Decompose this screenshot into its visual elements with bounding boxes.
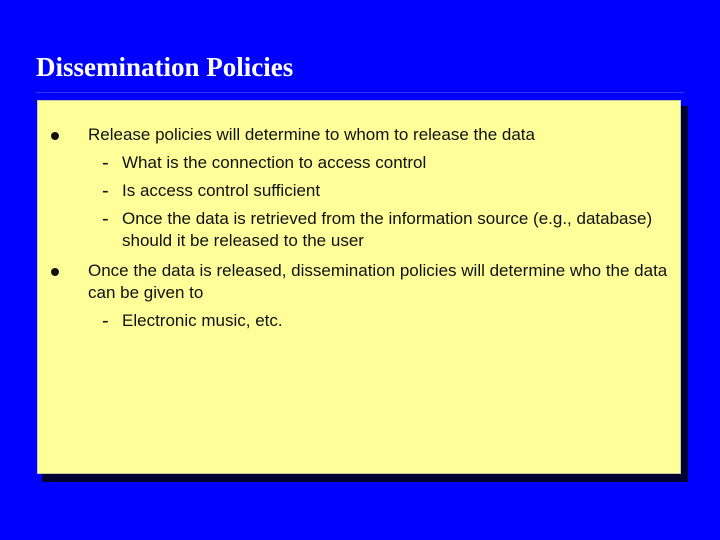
sub-bullet-text: Once the data is retrieved from the information source (e.g., database) should it be released to the user bbox=[122, 209, 653, 250]
sub-bullet-item bbox=[102, 310, 682, 332]
sub-bullet-item bbox=[102, 152, 682, 174]
bullet-text: Once the data is released, dissemination policies will determine who the data can be given to bbox=[88, 261, 668, 302]
bullet-item bbox=[88, 124, 688, 146]
dash-icon: - bbox=[102, 310, 109, 332]
bullet-list bbox=[38, 101, 680, 473]
slide-title: Dissemination Policies bbox=[36, 52, 294, 82]
sub-bullet-text: Is access control sufficient bbox=[122, 181, 321, 200]
dash-icon: - bbox=[102, 152, 109, 174]
sub-bullet-text: What is the connection to access control bbox=[122, 153, 427, 172]
dash-icon: - bbox=[102, 208, 109, 230]
bullet-item bbox=[88, 260, 688, 304]
sub-bullet-text: Electronic music, etc. bbox=[122, 311, 283, 330]
bullet-dot-icon bbox=[51, 132, 59, 140]
sub-bullet-item bbox=[102, 208, 662, 252]
bullet-dot-icon bbox=[51, 268, 59, 276]
content-panel bbox=[37, 100, 681, 474]
sub-bullet-item bbox=[102, 180, 682, 202]
bullet-text: Release policies will determine to whom to release the data bbox=[88, 125, 535, 144]
dash-icon: - bbox=[102, 180, 109, 202]
title-divider bbox=[36, 92, 684, 93]
